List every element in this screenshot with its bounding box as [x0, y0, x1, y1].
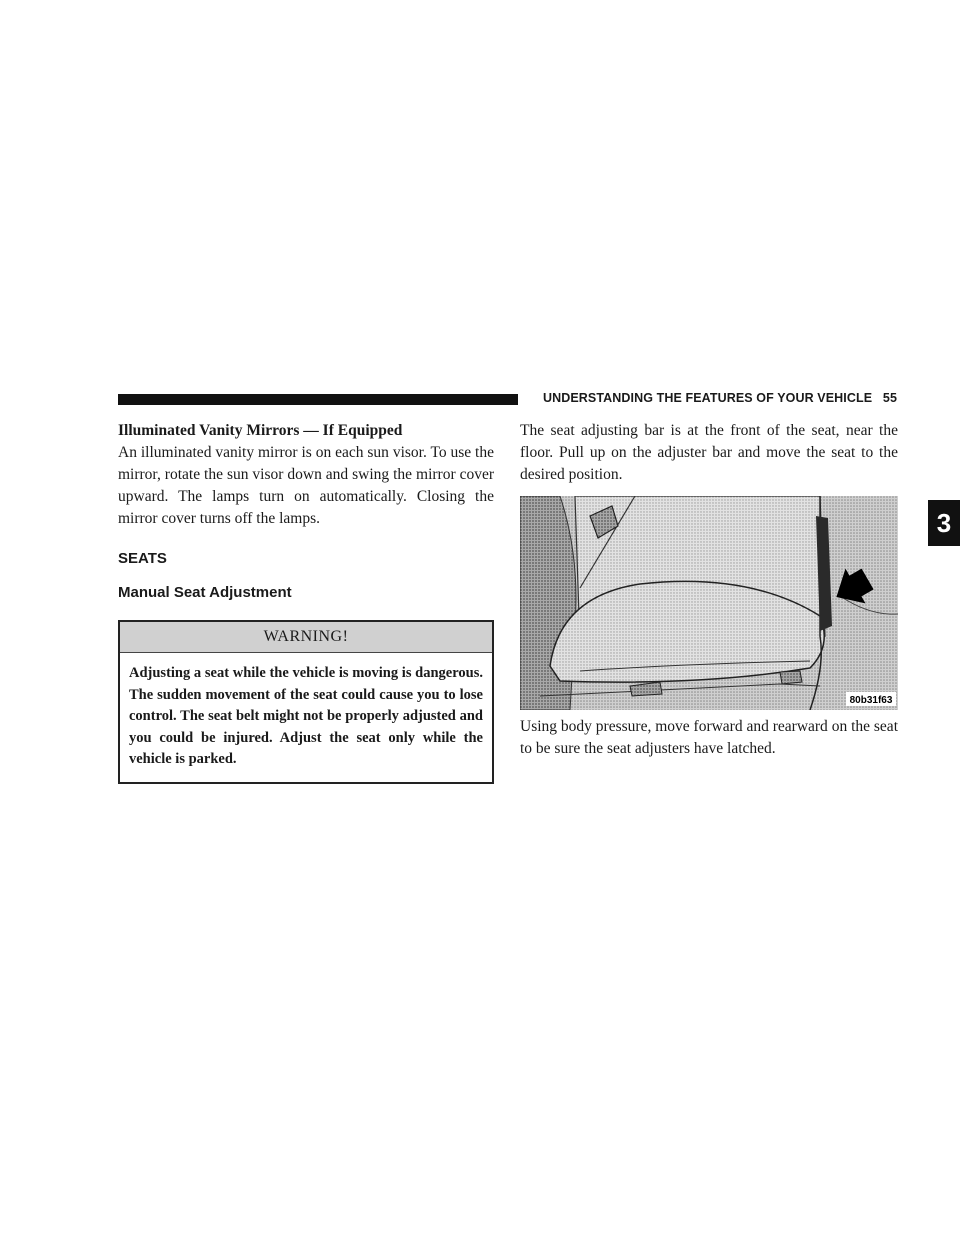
running-head-title: UNDERSTANDING THE FEATURES OF YOUR VEHICLE: [542, 391, 873, 405]
vanity-mirrors-text: An illuminated vanity mirror is on each sun visor. To use the mirror, rotate the sun visor down and swing the mirror cover upward. The lamps turn on automatically. Closing the mirror cover turns off the lamps.: [118, 444, 494, 527]
chapter-tab: 3: [928, 500, 960, 546]
vanity-mirrors-heading: Illuminated Vanity Mirrors — If Equipped: [118, 422, 403, 439]
manual-seat-heading: Manual Seat Adjustment: [118, 584, 292, 601]
seat-latch-text: Using body pressure, move forward and rearward on the seat to be sure the seat adjusters have latched.: [520, 718, 898, 757]
right-column: [520, 420, 898, 760]
warning-text: Adjusting a seat while the vehicle is moving is dangerous. The sudden movement of the seat could cause you to lose control. The seat belt might not be properly adjusted and you could be injured. Adjust the seat only while the vehicle is parked.: [129, 665, 483, 767]
header-rule: [118, 394, 518, 405]
figure-label: 80b31f63: [849, 695, 893, 706]
page-number: 55: [882, 391, 897, 405]
warning-title: WARNING!: [120, 622, 492, 653]
running-head: [527, 391, 897, 409]
seats-heading: SEATS: [118, 550, 167, 567]
seat-adjust-text: The seat adjusting bar is at the front of the seat, near the floor. Pull up on the adjuster bar and move the seat to the desired position.: [520, 422, 898, 483]
left-column: [118, 420, 494, 784]
seat-adjuster-illustration: [520, 496, 898, 710]
warning-box: [118, 620, 494, 784]
